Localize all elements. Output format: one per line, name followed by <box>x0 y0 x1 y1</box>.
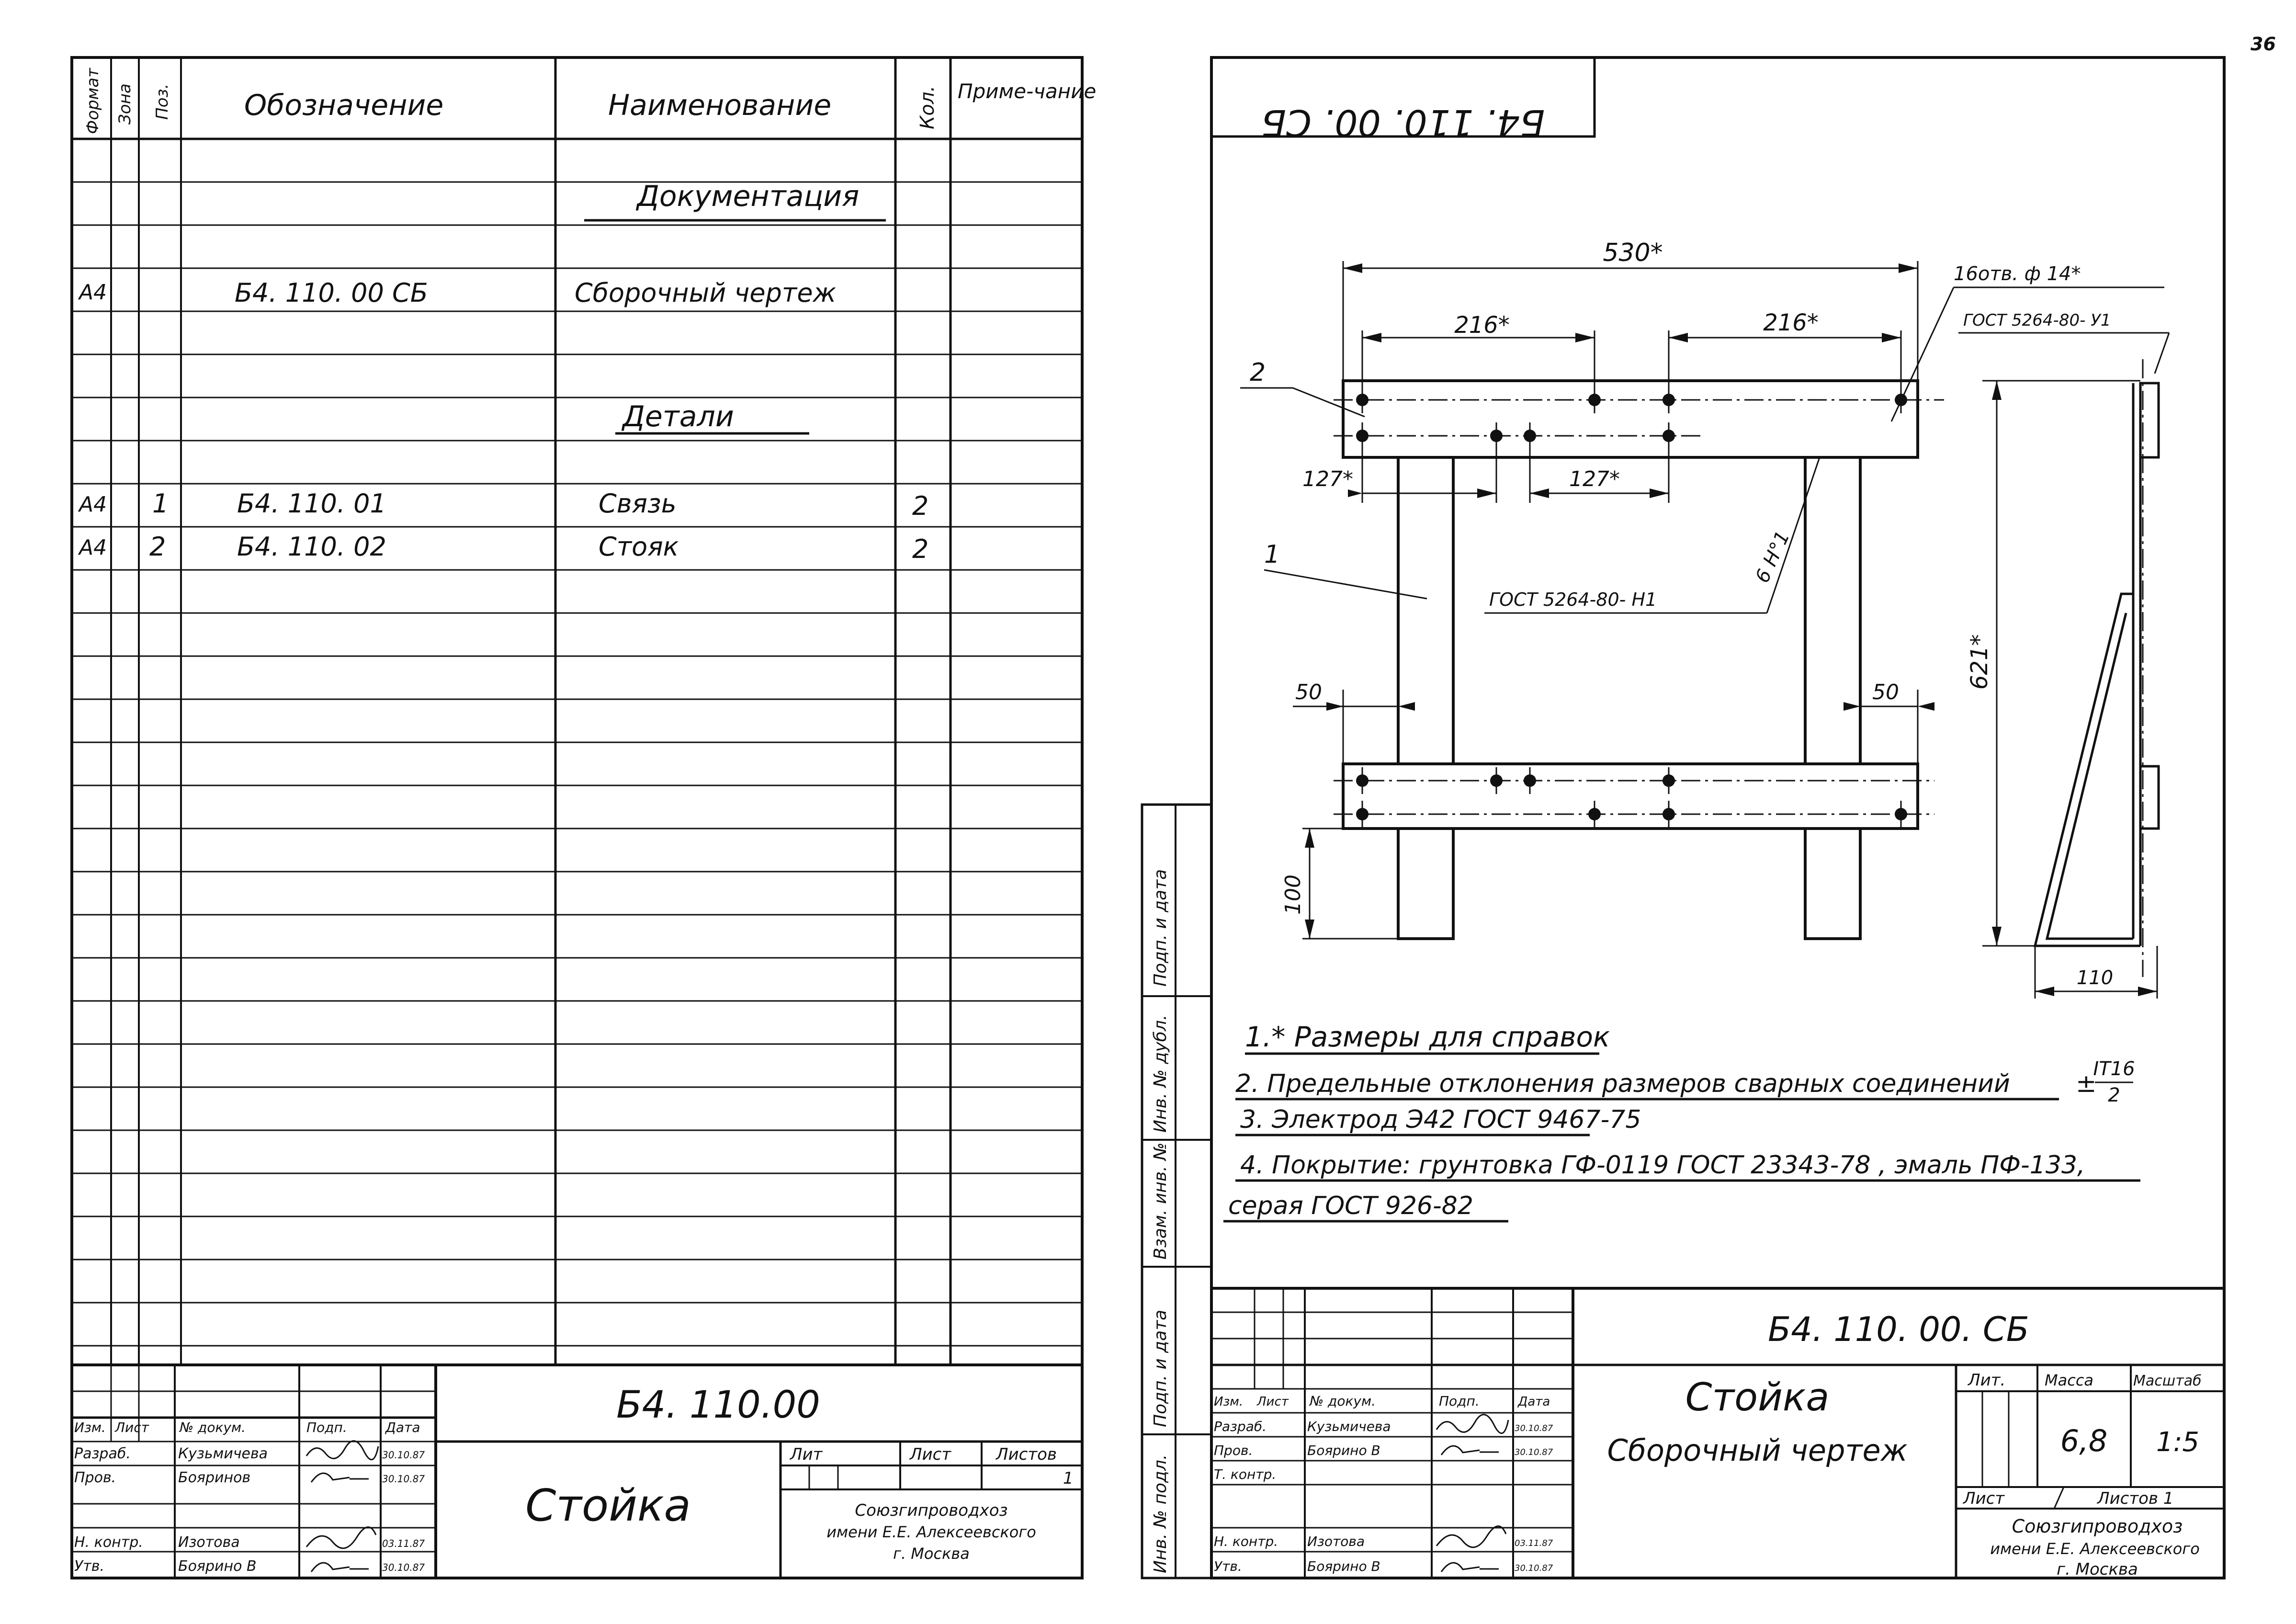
svg-text:Б4. 110. 02: Б4. 110. 02 <box>237 532 386 562</box>
svg-text:Союзгипроводхоз: Союзгипроводхоз <box>855 1501 1008 1520</box>
svg-text:Изотова: Изотова <box>178 1534 240 1551</box>
left-post <box>1398 457 1453 764</box>
svg-text:Листов 1: Листов 1 <box>2097 1489 2174 1508</box>
svg-text:Кузьмичева: Кузьмичева <box>1307 1419 1391 1434</box>
bottom-crossbar <box>1343 764 1918 829</box>
svg-text:Связь: Связь <box>599 488 677 519</box>
svg-text:Изотова: Изотова <box>1307 1533 1365 1549</box>
svg-text:Лист: Лист <box>910 1445 951 1464</box>
svg-text:Подп.: Подп. <box>1439 1393 1480 1409</box>
note-3: 3. Электрод Э42 ГОСТ 9467-75 <box>1240 1105 1641 1134</box>
svg-text:г. Москва: г. Москва <box>893 1545 970 1563</box>
svg-text:Лит.: Лит. <box>1968 1371 2006 1390</box>
callout-weld-mid: ГОСТ 5264-80- Н1 <box>1489 589 1657 610</box>
svg-text:30.10.87: 30.10.87 <box>1515 1563 1553 1573</box>
svg-text:имени Е.Е. Алексеевского: имени Е.Е. Алексеевского <box>1990 1540 2200 1558</box>
svg-text:Боярино В: Боярино В <box>1307 1558 1380 1574</box>
note-5: серая ГОСТ 926-82 <box>1228 1192 1473 1220</box>
dim-offset-mid: 127* <box>1569 467 1620 491</box>
drawing-subtitle: Сборочный чертеж <box>1607 1433 1908 1468</box>
svg-text:30.10.87: 30.10.87 <box>382 1562 425 1573</box>
svg-text:IT16: IT16 <box>2093 1058 2135 1080</box>
svg-text:30.10.87: 30.10.87 <box>1515 1447 1553 1457</box>
svg-text:2: 2 <box>912 534 929 564</box>
svg-text:±: ± <box>2076 1069 2097 1098</box>
svg-text:А4: А4 <box>79 492 107 517</box>
side-view <box>1966 359 2159 999</box>
svg-text:30.10.87: 30.10.87 <box>1515 1423 1553 1433</box>
dim-depth: 110 <box>2076 967 2114 989</box>
svg-text:Б4. 110. 01: Б4. 110. 01 <box>237 488 386 519</box>
svg-text:Разраб.: Разраб. <box>74 1445 131 1462</box>
svg-text:Кузьмичева: Кузьмичева <box>178 1445 268 1462</box>
svg-text:2: 2 <box>912 491 929 521</box>
dim-post-left: 50 <box>1295 680 1322 704</box>
svg-text:1: 1 <box>152 488 169 519</box>
svg-text:Пров.: Пров. <box>1214 1442 1253 1458</box>
svg-text:03.11.87: 03.11.87 <box>1515 1538 1553 1548</box>
header-name: Наименование <box>608 89 832 122</box>
spec-row <box>78 278 837 308</box>
callout-holes: 16отв. ф 14* <box>1954 263 2081 285</box>
drawing-doc-number: Б4. 110. 00. СБ <box>1768 1310 2029 1349</box>
svg-text:Подп. и дата: Подп. и дата <box>1151 869 1170 987</box>
top-crossbar <box>1343 381 1918 457</box>
svg-text:Сборочный чертеж: Сборочный чертеж <box>575 278 837 308</box>
mirror-stamp <box>1211 57 1595 144</box>
svg-text:Лист: Лист <box>1963 1489 2005 1508</box>
svg-text:1: 1 <box>1063 1469 1074 1488</box>
svg-text:30.10.87: 30.10.87 <box>382 1473 425 1485</box>
spec-title: Стойка <box>525 1480 691 1531</box>
dim-post-right: 50 <box>1872 680 1899 704</box>
note-2: 2. Предельные отклонения размеров сварных соединений <box>1235 1069 2010 1098</box>
header-designation: Обозначение <box>244 89 444 122</box>
right-post <box>1805 457 1860 764</box>
scale-value: 1:5 <box>2156 1427 2200 1458</box>
technical-notes <box>1223 1021 2140 1221</box>
callout-weld-top: ГОСТ 5264-80- У1 <box>1963 311 2111 330</box>
section-parts: Детали <box>622 400 734 433</box>
svg-text:г. Москва: г. Москва <box>2057 1560 2138 1579</box>
svg-text:Масса: Масса <box>2045 1371 2094 1389</box>
svg-text:Т. контр.: Т. контр. <box>1214 1466 1277 1482</box>
svg-text:Союзгипроводхоз: Союзгипроводхоз <box>2012 1516 2183 1537</box>
header-pos: Поз. <box>153 83 172 120</box>
section-documentation: Документация <box>637 180 860 213</box>
callout-pos1: 1 <box>1264 540 1280 569</box>
svg-text:А4: А4 <box>79 535 107 560</box>
callout-weld-size: 6 Н°1 <box>1751 527 1795 587</box>
svg-text:№ докум.: № докум. <box>1310 1393 1376 1409</box>
side-strip <box>1142 805 1211 1578</box>
svg-text:Разраб.: Разраб. <box>1214 1419 1267 1434</box>
specification-sheet <box>72 57 1096 1578</box>
svg-text:Б4. 110. 00 СБ: Б4. 110. 00 СБ <box>235 278 428 308</box>
svg-text:Инв. № подл.: Инв. № подл. <box>1151 1454 1170 1573</box>
mass-value: 6,8 <box>2060 1423 2108 1458</box>
dim-offset-left: 127* <box>1302 467 1353 491</box>
svg-text:Боярино В: Боярино В <box>178 1558 257 1575</box>
svg-text:Боярино В: Боярино В <box>1307 1442 1380 1458</box>
svg-text:Лист: Лист <box>1257 1395 1289 1409</box>
callout-pos2: 2 <box>1250 358 1266 387</box>
svg-text:№ докум.: № докум. <box>180 1420 246 1435</box>
spec-row-grid <box>72 182 1082 1346</box>
dim-height: 621* <box>1966 634 1993 690</box>
svg-text:Дата: Дата <box>385 1420 420 1435</box>
svg-text:имени Е.Е. Алексеевского: имени Е.Е. Алексеевского <box>826 1523 1036 1541</box>
svg-text:Б4. 110. 00. СБ: Б4. 110. 00. СБ <box>1261 102 1545 144</box>
dim-overall: 530* <box>1603 238 1663 267</box>
note-1: 1.* Размеры для справок <box>1245 1021 1610 1053</box>
svg-text:Бояринов: Бояринов <box>178 1469 251 1486</box>
svg-text:Н. контр.: Н. контр. <box>1214 1533 1278 1549</box>
note-4: 4. Покрытие: грунтовка ГФ-0119 ГОСТ 23343-78 , эмаль ПФ-133, <box>1240 1151 2085 1180</box>
svg-text:Лит: Лит <box>790 1445 823 1464</box>
drawing-title-block <box>1211 1288 2224 1579</box>
dim-right-span: 216* <box>1763 309 1819 336</box>
svg-text:Подп. и дата: Подп. и дата <box>1151 1309 1170 1427</box>
svg-text:Пров.: Пров. <box>74 1469 116 1486</box>
header-note: Приме-чание <box>958 79 1097 103</box>
svg-text:Подп.: Подп. <box>306 1420 347 1435</box>
drawing-title: Стойка <box>1685 1375 1830 1420</box>
svg-text:2: 2 <box>2108 1084 2120 1106</box>
dim-leg: 100 <box>1281 874 1305 915</box>
svg-text:Изм.: Изм. <box>74 1420 106 1435</box>
dim-left-span: 216* <box>1454 312 1510 339</box>
svg-text:Инв. № дубл.: Инв. № дубл. <box>1151 1014 1170 1133</box>
svg-text:Утв.: Утв. <box>1214 1558 1242 1574</box>
svg-text:Взам. инв. №: Взам. инв. № <box>1151 1142 1170 1260</box>
spec-row <box>78 532 928 564</box>
front-view <box>1240 238 2169 939</box>
header-format: Формат <box>83 68 102 134</box>
svg-text:А4: А4 <box>79 280 107 305</box>
svg-text:Стояк: Стояк <box>599 532 679 562</box>
svg-text:Н. контр.: Н. контр. <box>74 1534 143 1551</box>
svg-text:Листов: Листов <box>996 1445 1057 1464</box>
svg-text:Изм.: Изм. <box>1214 1395 1244 1409</box>
svg-text:30.10.87: 30.10.87 <box>382 1449 425 1461</box>
page-number: 36 <box>2251 34 2276 55</box>
svg-text:03.11.87: 03.11.87 <box>382 1538 425 1549</box>
svg-text:Дата: Дата <box>1518 1395 1550 1409</box>
header-qty: Кол. <box>916 85 939 129</box>
svg-text:Лист: Лист <box>115 1420 149 1435</box>
svg-text:Утв.: Утв. <box>74 1558 104 1575</box>
spec-title-block <box>72 1365 1082 1578</box>
svg-text:Масштаб: Масштаб <box>2133 1373 2202 1389</box>
spec-doc-number: Б4. 110.00 <box>616 1384 820 1427</box>
drawing-sheet <box>1142 57 2224 1579</box>
header-zone: Зона <box>115 83 135 125</box>
svg-text:2: 2 <box>149 532 166 562</box>
spec-row <box>78 488 928 521</box>
